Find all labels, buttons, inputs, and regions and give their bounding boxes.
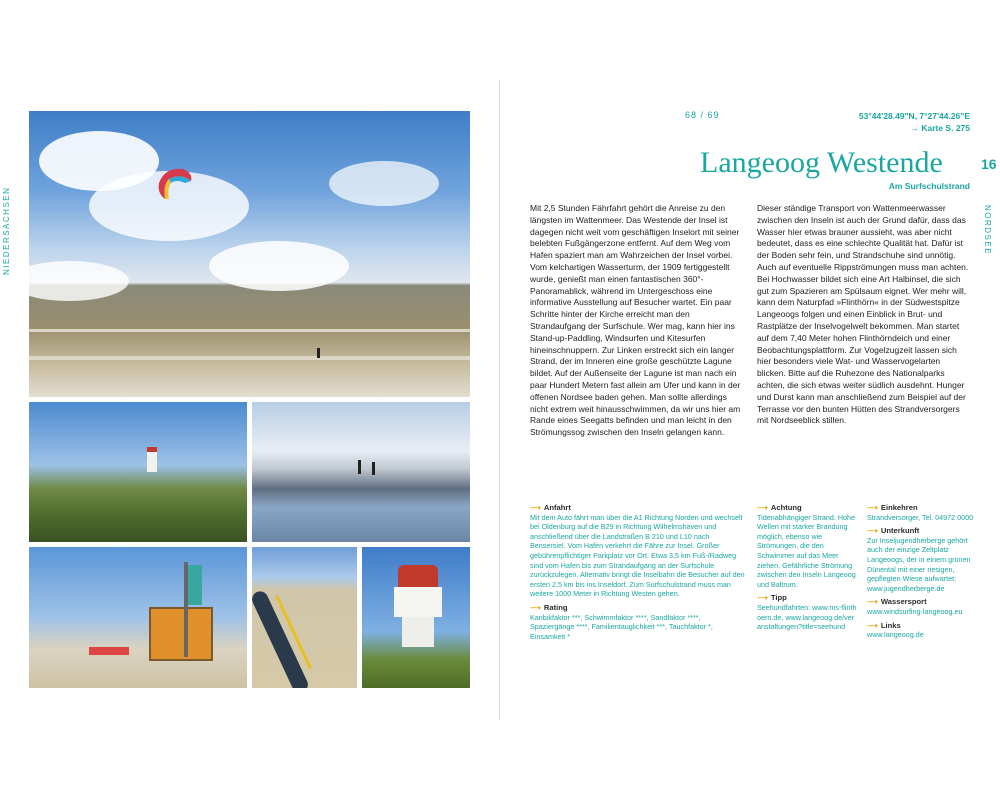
body-text-column-1: Mit 2,5 Stunden Fährfahrt gehört die Anreise zu den längsten im Wattenmeer. Das Westende der Insel ist dagegen nicht weit vom geschäftigen Inselort mit seiner belebten Fußgängerzone entfernt. Auf dem Weg vom Hafen spaziert man am Wahrzeichen der Insel vorbei. Vom kelchartigen Wasserturm, der 1909 fertiggestellt wurde, genießt man einen fantastischen 360°-Panoramablick, während im Untergeschoss eine informative Ausstellung auf Besucher wartet. Ein paar Schritte hinter der Kirche erreicht man den Strandaufgang der Surfschule. Wer mag, kann hier ins Stand-up-Paddling, Windsurfen und Kitesurfen hineinschnuppern. Zur Linken erstreckt sich ein langer Strand, der im Inneren eine große geschützte Lagune bildet. Auf der Außenseite der Lagune ist man nach ein paar Hundert Metern fast allein am Ufer und kann in der offenen Nordsee baden gehen. Man sollte allerdings nicht extrem weit hinausschwimmen, da wir uns hier am Rande eines Seegatts befinden und man leicht in den Strömungssog zwischen den Inseln gelangen kann. xyxy=(530,203,741,438)
wassersport-link[interactable]: www.windsurfing-langeoog.eu xyxy=(867,606,963,616)
links-heading: ⟶ Links xyxy=(867,620,901,630)
anfahrt-heading: ⟶ Anfahrt xyxy=(530,503,571,512)
sea-side-label: NORDSEE xyxy=(983,205,992,256)
unterkunft-text: Zur Inseljugendherberge gehört auch der einzige Zeltplatz Langeoogs, der in einem grünen Dünental mit einer riesigen, gepflegten Wiese aufwartet: www.jugendherberge.de xyxy=(867,535,971,593)
tipp-heading: ⟶ Tipp xyxy=(757,593,787,603)
surf-school-photo xyxy=(29,547,247,688)
low-tide-beach-photo xyxy=(252,402,470,542)
water-tower-dune-photo xyxy=(29,402,247,542)
kitesurf-beach-photo xyxy=(29,111,470,397)
body-text-column-2: Dieser ständige Transport von Wattenmeerwasser zwischen den Inseln ist auch der Grund dafür, dass das Wasser hier etwas brauner aussieht, was aber nicht bedeutet, dass es eine schlechte Qualität hat. Dafür ist der Boden sehr fein, und Strandschuhe sind unnötig. Auch auf eventuelle Rippströmungen muss man achten. Bei Hochwasser bildet sich eine Art Halbinsel, die sich gut zum Spazieren am Spülsaum eignet. Wer mehr will, kann dem Naturpfad »Flinthörn« in der Südwestspitze Langeoogs folgen und einen Einblick in Brut- und Rastplätze der Inselvogelwelt bekommen. Man startet auf dem 7,40 Meter hohen Flinthörndeich und einer Beobachtungsplattform. Zur Vogelzugzeit lassen sich hier besonders viele Wat- und Wasservogelarten blicken. Bitte auf die Ruhezone des Nationalparks achten, die sich etwas weiter südlich ausdehnt. Hunger und Durst kann man anschließend zum Beispiel auf der Terrasse vor den bunten Hütten des Strandversorgers mit Nordseeblick stillen. xyxy=(757,203,969,426)
tipp-text[interactable]: Seehundfahrten: www.ms-flinthoern.de, www.langeoog.de/veranstaltungen?title=seehund xyxy=(757,602,857,632)
links-link[interactable]: www.langeoog.de xyxy=(867,630,924,640)
info-column-2 xyxy=(757,503,857,636)
water-tower-photo xyxy=(362,547,470,688)
einkehren-text: Strandversorger, Tel. 04972 0000 xyxy=(867,512,974,522)
rating-text: Karibikfaktor ***, Schwimmfaktor ****, Sandfaktor ****, Spaziergänge ****, Familientauglichkeit ***, Tauchfaktor *, Einsamkeit * xyxy=(530,612,713,641)
wassersport-heading: ⟶ Wassersport xyxy=(867,597,927,607)
region-side-label: NIEDERSACHSEN xyxy=(2,186,11,275)
gps-coordinates: 53°44'28.49"N, 7°27'44.26"E xyxy=(858,111,970,121)
page-title: Langeoog Westende xyxy=(700,146,943,179)
info-column-3 xyxy=(867,503,977,644)
kayak-photo xyxy=(252,547,357,688)
info-column-1 xyxy=(530,503,745,645)
coordinates xyxy=(859,110,970,134)
map-reference-link[interactable]: → Karte S. 275 xyxy=(910,123,970,133)
achtung-heading: ⟶ Achtung xyxy=(757,503,802,512)
kite-icon xyxy=(155,163,195,203)
achtung-text: Tidenabhängiger Strand. Hohe Wellen mit starker Brandung möglich, ebenso wie Strömungen, die den Schwimmer auf das Meer ziehen. Gefährliche Strömung zwischen den Inseln Langeoog und Baltrum. xyxy=(757,512,856,589)
page-subtitle: Am Surfschulstrand xyxy=(888,181,970,191)
page-numbers: 68 / 69 xyxy=(685,110,720,120)
chapter-number: 16 xyxy=(981,156,997,172)
unterkunft-heading: ⟶ Unterkunft xyxy=(867,526,920,536)
einkehren-heading: ⟶ Einkehren xyxy=(867,503,918,512)
anfahrt-text: Mit dem Auto fährt man über die A1 Richtung Norden und wechselt bei Oldenburg auf die B29 in Richtung Wilhelmshaven und anschließend über die Landstraßen B 210 und L10 nach Bensersiel. Vom Hafen verkehrt die Fähre zur Insel. Großer gebührenpflichtiger Parkplatz vor Ort. Etwa 3,5 km Fuß-/Radweg sind vom Hafen bis zum Strandaufgang an der Surfschule zurückzulegen. Alternativ bringt die Inselbahn die Besucher auf den ersten 2,5 km bis ins Inseldorf. Zum Surfschulstrand muss man weitere 1000 Meter in Richtung Westen gehen. xyxy=(530,512,745,599)
page-gutter xyxy=(499,80,500,720)
rating-heading: ⟶ Rating xyxy=(530,602,568,612)
